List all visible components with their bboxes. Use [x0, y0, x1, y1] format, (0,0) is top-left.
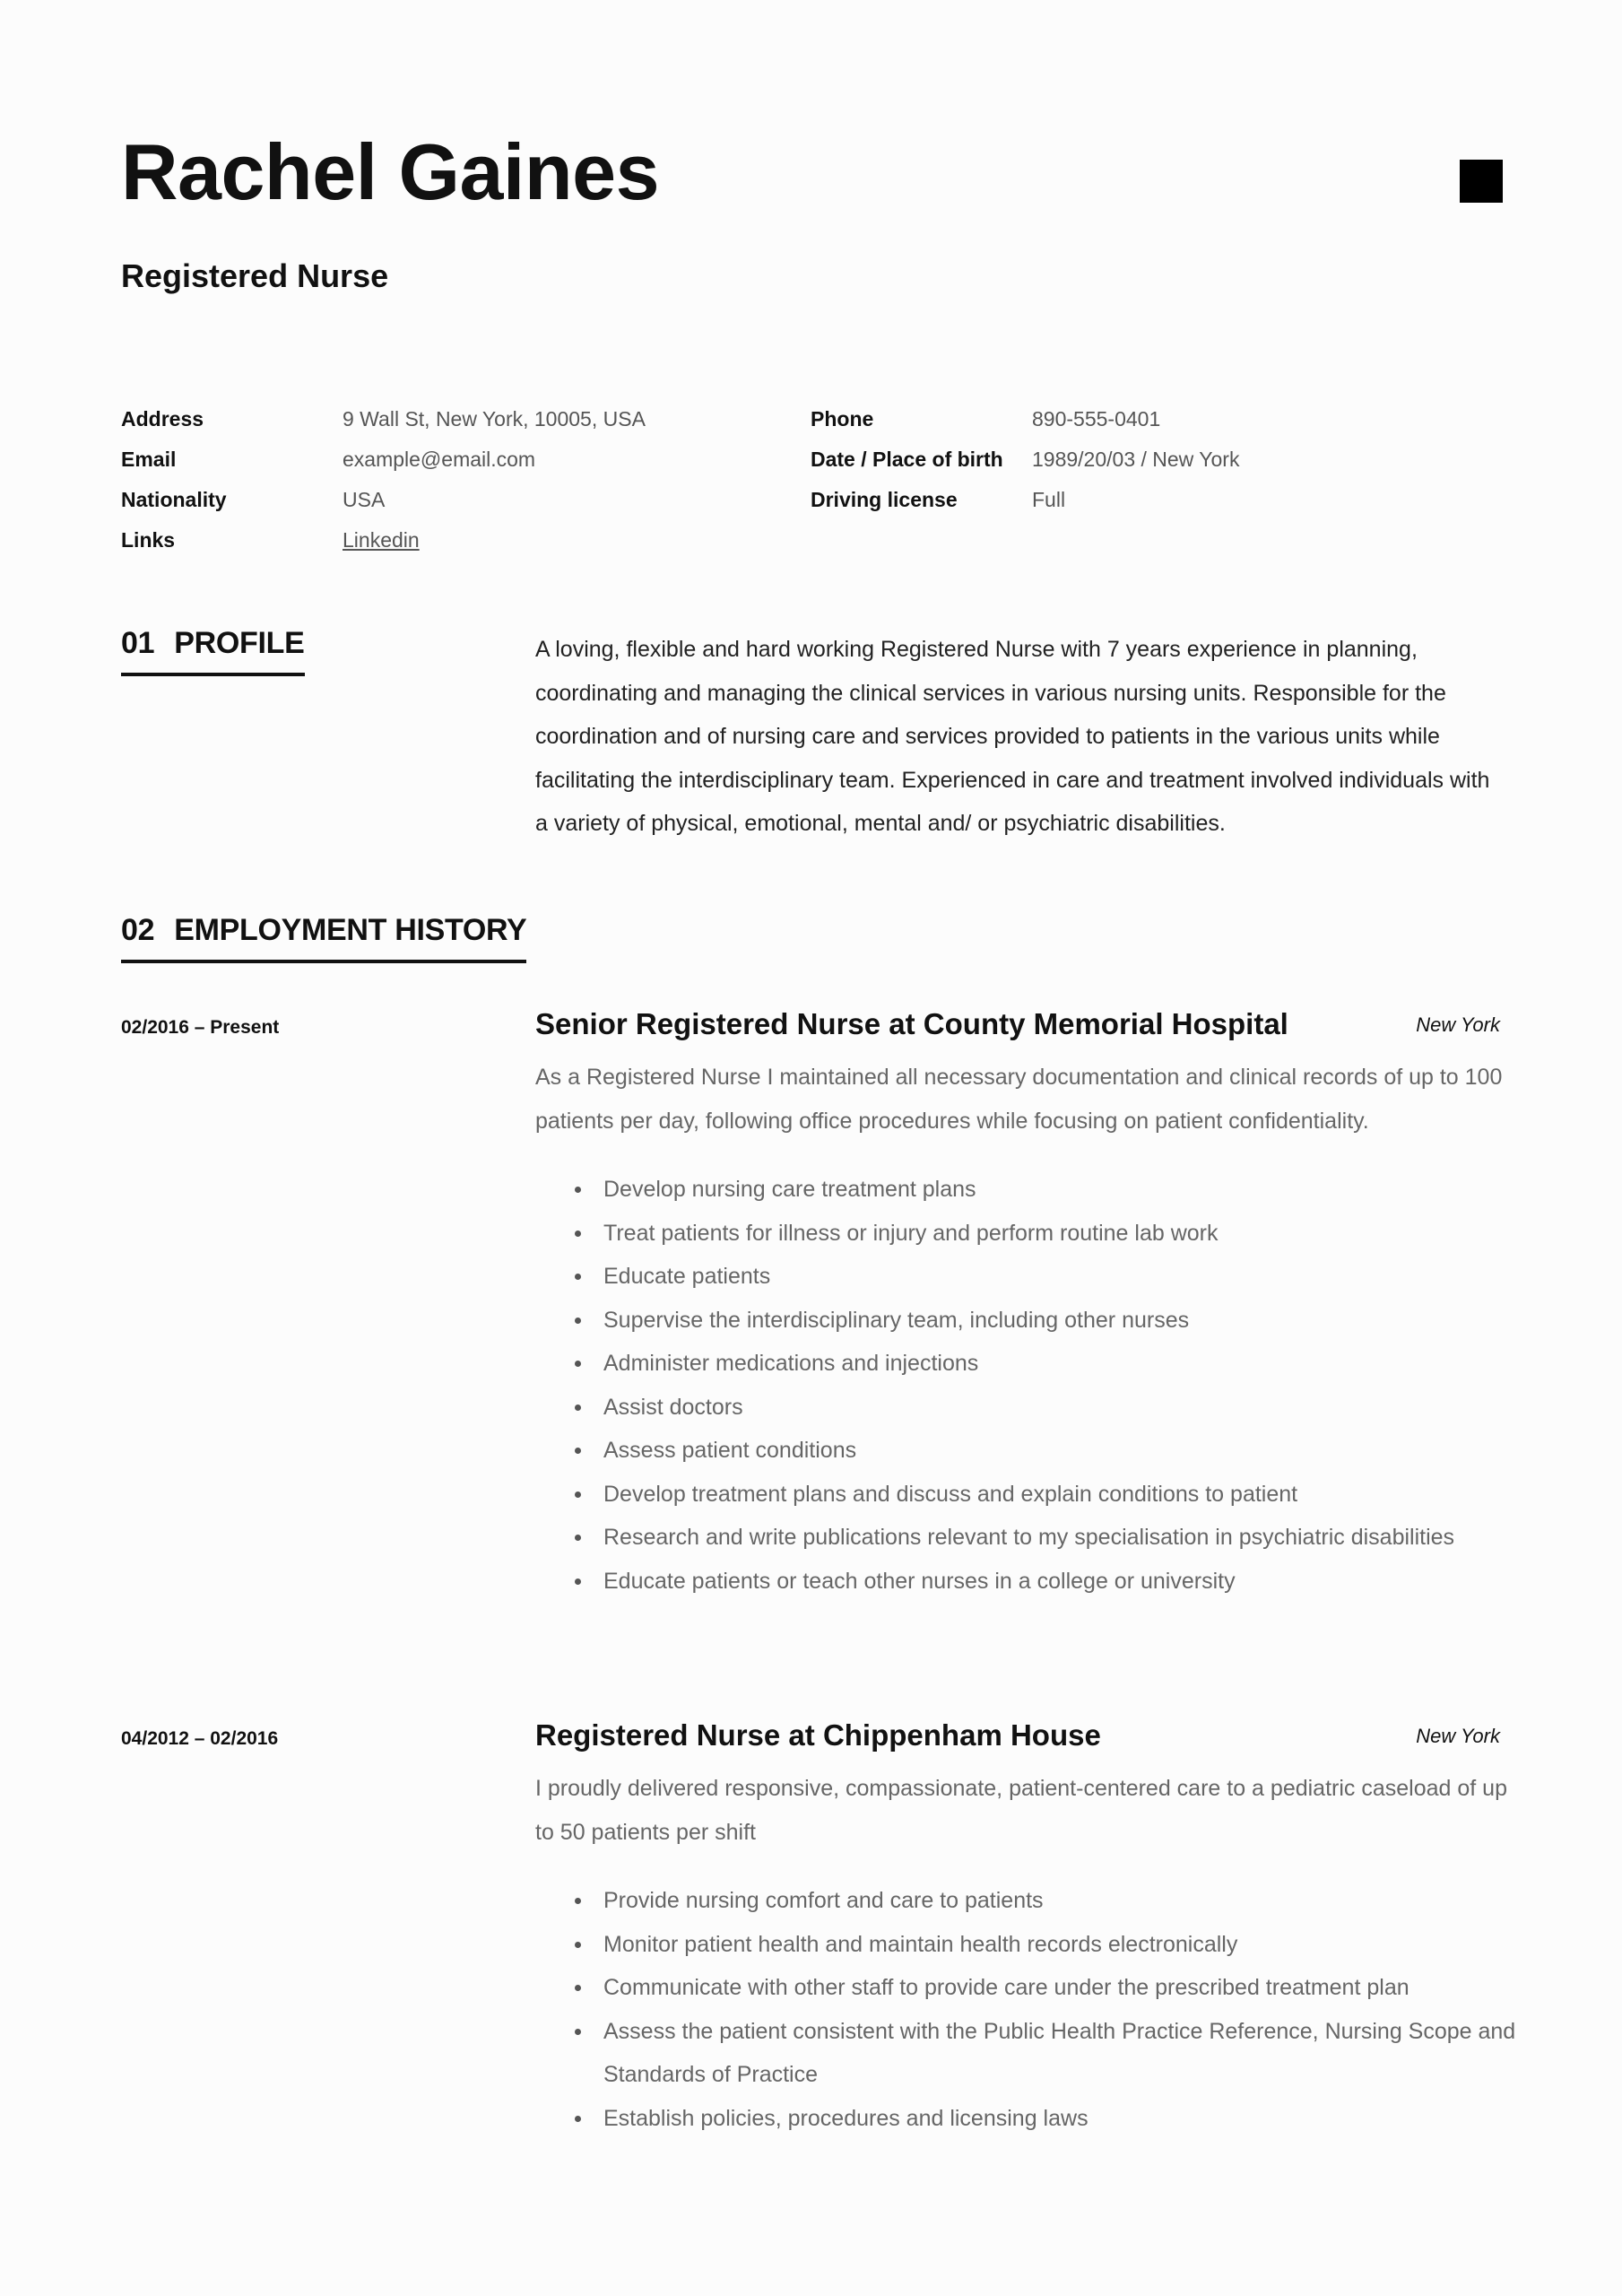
profile-title: PROFILE: [174, 626, 305, 660]
driving-license-value: Full: [1032, 488, 1066, 511]
driving-license-label: Driving license: [811, 488, 958, 511]
candidate-title: Registered Nurse: [121, 257, 389, 294]
address-label: Address: [121, 407, 204, 430]
phone-value: 890-555-0401: [1032, 407, 1161, 430]
list-item: Assess patient conditions: [603, 1429, 1536, 1473]
job-duties-list: [535, 1168, 1536, 1603]
job-duties-list: [535, 1879, 1536, 2140]
job-dates: 04/2012 – 02/2016: [121, 1728, 279, 1749]
list-item: Educate patients: [603, 1255, 1536, 1299]
list-item: Develop treatment plans and discuss and explain conditions to patient: [603, 1473, 1536, 1517]
details-row: [0, 405, 1622, 446]
nationality-value: USA: [343, 488, 386, 511]
profile-underline: [121, 673, 305, 676]
list-item: Administer medications and injections: [603, 1342, 1536, 1386]
list-item: Communicate with other staff to provide care under the prescribed treatment plan: [603, 1966, 1536, 2010]
details-row: [0, 446, 1622, 486]
profile-summary: A loving, flexible and hard working Registered Nurse with 7 years experience in planning, coordinating and managing the clinical services in various nursing units. Responsible for the coordination and of nursing care and services provided to patients in the various units while facilitating the interdisciplinary team. Experienced in care and treatment involved individuals with a variety of physical, emotional, mental and/ or psychiatric disabilities.: [535, 637, 1490, 836]
phone-label: Phone: [811, 407, 874, 430]
birth-label: Date / Place of birth: [811, 448, 1003, 471]
address-value: 9 Wall St, New York, 10005, USA: [343, 407, 646, 430]
email-label: Email: [121, 448, 177, 471]
list-item: Assist doctors: [603, 1386, 1536, 1430]
list-item: Research and write publications relevant to my specialisation in psychiatric disabilities: [603, 1516, 1536, 1560]
candidate-name: Rachel Gaines: [121, 127, 660, 216]
employment-title: EMPLOYMENT HISTORY: [174, 913, 527, 947]
list-item: Educate patients or teach other nurses in a college or university: [603, 1560, 1536, 1604]
details-row: [0, 526, 1622, 567]
decorative-square-icon: [1460, 160, 1503, 203]
profile-heading: [121, 628, 304, 658]
job-description: As a Registered Nurse I maintained all necessary documentation and clinical records of up to 100 patients per day, following office procedures while focusing on patient confidentiality.: [535, 1065, 1503, 1134]
employment-number: 02: [121, 913, 155, 947]
linkedin-link[interactable]: Linkedin: [343, 528, 420, 552]
list-item: Monitor patient health and maintain health records electronically: [603, 1923, 1536, 1967]
list-item: Provide nursing comfort and care to patients: [603, 1879, 1536, 1923]
job-title: Senior Registered Nurse at County Memorial Hospital: [535, 1007, 1288, 1040]
job-location: New York: [1416, 1725, 1500, 1747]
job-title: Registered Nurse at Chippenham House: [535, 1718, 1101, 1752]
list-item: Develop nursing care treatment plans: [603, 1168, 1536, 1212]
employment-heading: [121, 915, 526, 945]
links-label: Links: [121, 528, 176, 552]
details-row: [0, 486, 1622, 526]
job-dates: 02/2016 – Present: [121, 1017, 280, 1038]
list-item: Assess the patient consistent with the Public Health Practice Reference, Nursing Scope and Standards of Practice: [603, 2010, 1536, 2097]
job-description: I proudly delivered responsive, compassionate, patient-centered care to a pediatric caseload of up to 50 patients per shift: [535, 1776, 1507, 1845]
list-item: Treat patients for illness or injury and perform routine lab work: [603, 1212, 1536, 1256]
email-value: example@email.com: [343, 448, 536, 471]
list-item: Establish policies, procedures and licensing laws: [603, 2097, 1536, 2141]
job-location: New York: [1416, 1013, 1500, 1036]
employment-underline: [121, 960, 526, 963]
profile-number: 01: [121, 626, 155, 660]
nationality-label: Nationality: [121, 488, 227, 511]
list-item: Supervise the interdisciplinary team, including other nurses: [603, 1299, 1536, 1343]
birth-value: 1989/20/03 / New York: [1032, 448, 1240, 471]
